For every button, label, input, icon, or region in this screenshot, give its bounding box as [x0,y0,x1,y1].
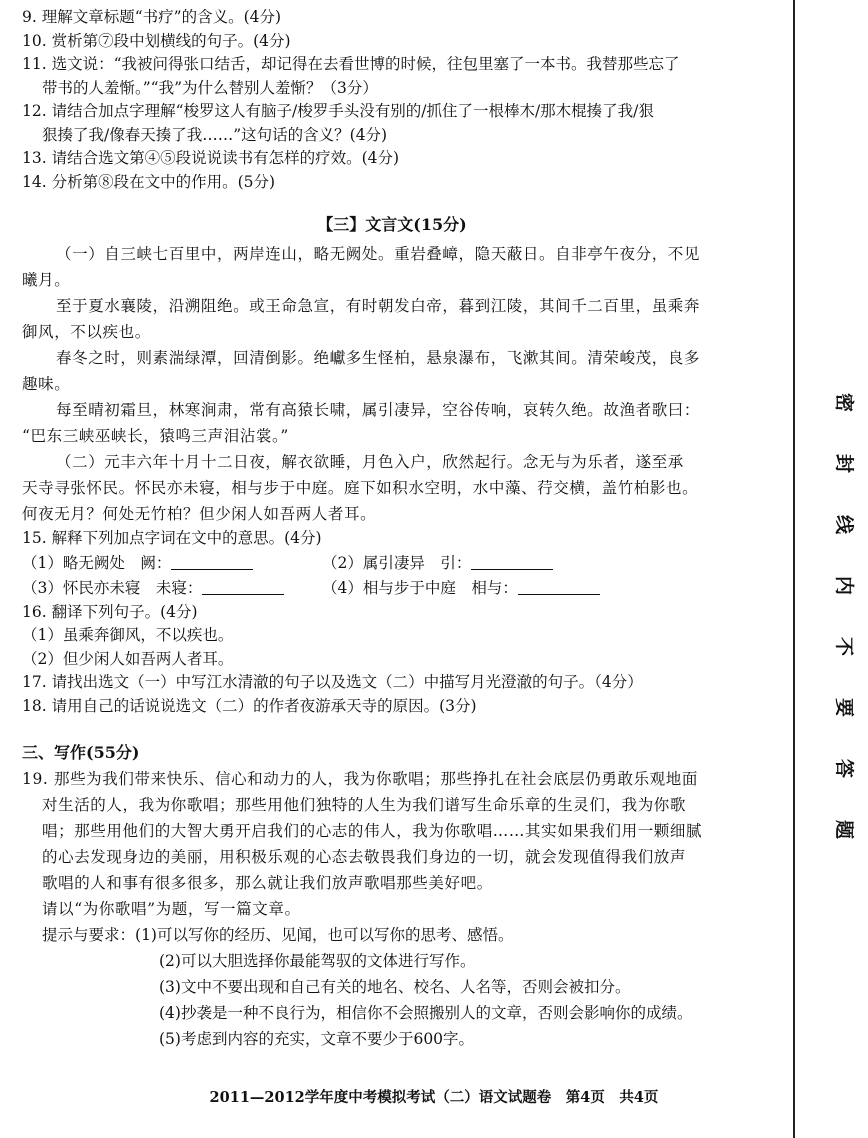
q15-item-3: （3）怀民亦未寝 未寝： [22,578,203,597]
writing-section-title: 三、写作(55分) [22,743,140,762]
q15-row-2 [22,576,762,601]
writing-requirements [22,922,762,1052]
q15-item-4: （4）相与步于中庭 相与： [322,578,518,597]
seal-char: 不 [833,636,856,657]
question-9: 9. 理解文章标题“书疗”的含义。(4分) [22,8,282,26]
requirements-label: 提示与要求： [42,926,136,944]
question-18: 18. 请用自己的话说说选文（二）的作者夜游承天寺的原因。(3分) [22,696,477,715]
requirement-item: (2)可以大胆选择你最能驾驭的文体进行写作。 [159,952,476,970]
answer-blank[interactable] [518,578,600,595]
question-16: 16. 翻译下列句子。(4分) [22,602,198,621]
answer-blank[interactable] [171,553,253,570]
passage-paragraph [22,241,762,293]
passage-paragraph [22,345,762,397]
seal-char: 答 [833,758,856,779]
classical-passages [22,241,762,527]
question-10: 10. 赏析第⑦段中划横线的句子。(4分) [22,31,291,50]
prompt-line: 请以“为你歌唱”为题，写一篇文章。 [42,900,301,918]
question-15: 15. 解释下列加点字词在文中的意思。(4分) [22,529,322,547]
content-column [22,6,762,1052]
passage-line: 天寺寻张怀民。怀民亦未寝，相与步于中庭。庭下如积水空明，水中藻、荇交横，盖竹柏影也。 [22,479,699,497]
question-13: 13. 请结合选文第④⑤段说说读书有怎样的疗效。(4分) [22,149,400,167]
passage-line: 每至晴初霜旦，林寒涧肃，常有高猿长啸，属引凄异，空谷传响，哀转久绝。故渔者歌曰： [56,401,701,419]
seal-char: 密 [833,392,856,413]
prompt-line: 对生活的人，我为你歌唱；那些用他们独特的人生为我们谱写生命乐章的生灵们，我为你歌 [42,796,687,814]
questions-top [22,6,762,194]
q16-item-2: （2）但少闲人如吾两人者耳。 [22,649,234,668]
prompt-line: 唱；那些用他们的大智大勇开启我们的心志的伟人，我为你歌唱……其实如果我们用一颗细腻 [42,822,703,840]
q15-item-2: （2）属引凄异 引： [322,553,472,572]
question-11-cont: 带书的人羞惭。”“我”为什么替别人羞惭？（3分） [42,78,378,97]
requirement-item: (5)考虑到内容的充实，文章不要少于600字。 [159,1030,475,1048]
question-12: 12. 请结合加点字理解“梭罗这人有脑子/梭罗手头没有别的/抓住了一根棒木/那木棍揍了我/狠 [22,102,654,120]
seal-char: 封 [833,453,856,474]
seal-char: 题 [833,819,856,840]
passage-line: 春冬之时，则素湍绿潭，回清倒影。绝巘多生怪柏，悬泉瀑布，飞漱其间。清荣峻茂，良多 [56,349,701,367]
question-12-cont: 狠揍了我/像春天揍了我……”这句话的含义？(4分) [42,125,388,144]
question-17: 17. 请找出选文（一）中写江水清澈的句子以及选文（二）中描写月光澄澈的句子。（4分） [22,673,643,691]
requirement-item: (3)文中不要出现和自己有关的地名、校名、人名等，否则会被扣分。 [159,978,631,996]
passage-paragraph [22,293,762,345]
requirement-item: (1)可以写你的经历、见闻，也可以写你的思考、感悟。 [135,926,514,944]
seal-border-line [793,0,795,1138]
seal-line-notice [812,372,856,860]
passage-line: 趣味。 [22,375,71,393]
passage-line: 御风，不以疾也。 [22,323,151,341]
passage-line: （一）自三峡七百里中，两岸连山，略无阙处。重岩叠嶂，隐天蔽日。自非亭午夜分，不见 [56,245,701,263]
q16-item-1: （1）虽乘奔御风，不以疾也。 [22,626,234,644]
requirement-item: (4)抄袭是一种不良行为，相信你不会照搬别人的文章，否则会影响你的成绩。 [159,1004,693,1022]
answer-blank[interactable] [471,553,553,570]
answer-blank[interactable] [202,578,284,595]
passage-line: 曦月。 [22,271,71,289]
seal-char: 内 [833,575,856,596]
passage-line: （二）元丰六年十月十二日夜，解衣欲睡，月色入户，欣然起行。念无与为乐者，遂至承 [56,453,684,471]
q15-row-1 [22,551,762,576]
passage-line: 至于夏水襄陵，沿溯阻绝。或王命急宣，有时朝发白帝，暮到江陵，其间千二百里，虽乘奔 [56,297,701,315]
seal-char: 要 [833,697,856,718]
prompt-line: 歌唱的人和事有很多很多，那么就让我们放声歌唱那些美好吧。 [42,874,493,892]
passage-paragraph [22,397,762,449]
question-14: 14. 分析第⑧段在文中的作用。(5分) [22,172,276,191]
prompt-line: 19. 那些为我们带来快乐、信心和动力的人，我为你歌唱；那些挣扎在社会底层仍勇敢乐观地面 [22,770,698,788]
passage-paragraph [22,449,762,527]
seal-char: 线 [833,514,856,535]
prompt-line: 的心去发现身边的美丽，用积极乐观的心态去敬畏我们身边的一切，就会发现值得我们放声 [42,848,687,866]
question-11: 11. 选文说：“我被问得张口结舌，却记得在去看世博的时候，往包里塞了一本书。我替那些忘了 [22,55,680,73]
passage-line: 何夜无月？何处无竹柏？但少闲人如吾两人者耳。 [22,505,377,523]
page-footer: 2011—2012学年度中考模拟考试（二）语文试题卷 第4页 共4页 [209,1089,659,1106]
classical-section-title: 【三】文言文(15分) [317,215,467,234]
q15-item-1: （1）略无阙处 阙： [22,553,172,572]
passage-line: “巴东三峡巫峡长，猿鸣三声泪沾裳。” [22,427,289,445]
writing-prompt [22,766,762,922]
